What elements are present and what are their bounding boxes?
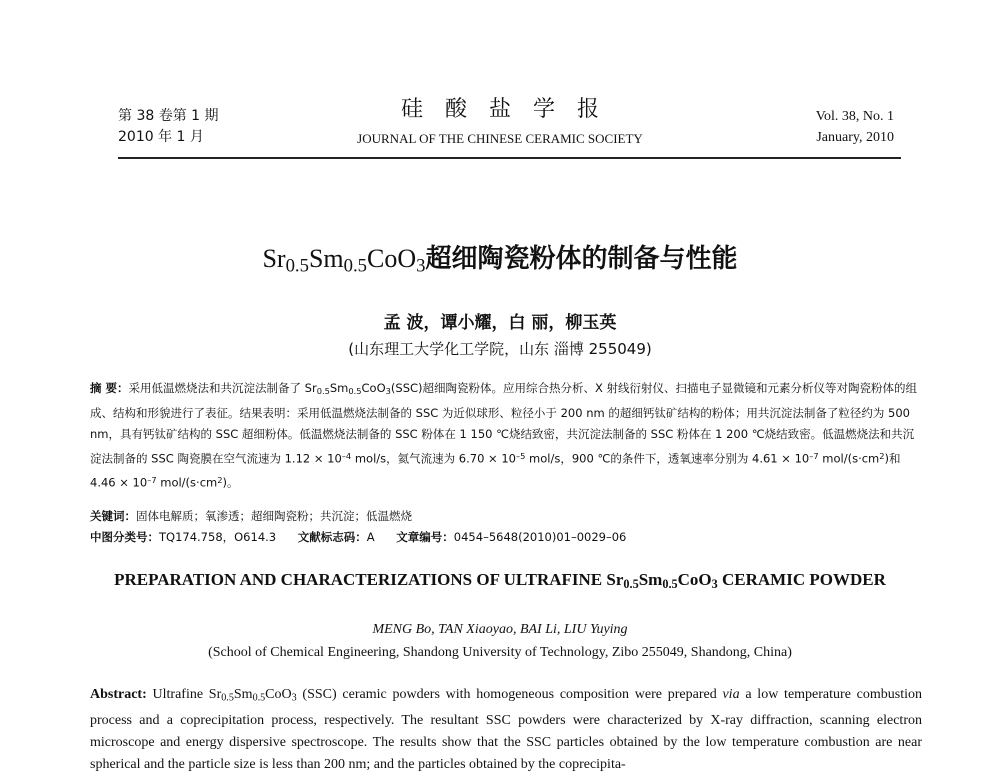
- abstract-en-text: Ultrafine Sr: [146, 687, 222, 702]
- abstract-label-cn: 摘 要：: [90, 381, 129, 395]
- abstract-text: mol/s，900 ℃的条件下，透氧速率分别为 4.61 × 10: [525, 451, 810, 466]
- journal-title-cn: 硅酸盐学报: [400, 97, 621, 122]
- title-en-sub: 0.5: [623, 577, 639, 592]
- header-rule: [118, 157, 901, 159]
- abstract-text: (SSC)超细陶瓷粉体。应用综合热分析、X 射线衍射仪、扫描电子显微镜和元素分析仪等对陶瓷粉体的组成、结构和形貌进行了表征。结果表明：采用低温燃烧法制备的 SSC 为近似球形、粒径小于 200 nm 的超细钙钛矿结构的粉体；用共沉淀法制备了粒径约为 500 nm，具有钙钛矿结构的 SSC 超细粉体。低温燃烧法制备的 SSC 粉体在 1 150 ℃烧结致密，共沉淀法制备的 SSC 粉体在 1 200 ℃烧结致密。低温燃烧法和共沉淀法制备的 SSC 陶瓷膜在空气流速为 1.12 × 10: [90, 381, 918, 466]
- issue-date-cn: 2010 年 1 月: [118, 129, 204, 145]
- abstract-sup: –7: [809, 450, 819, 461]
- abstract-sup: –4: [341, 450, 352, 461]
- doc-code-label: 文献标志码：: [297, 530, 367, 544]
- clc-text: TQ174.758，O614.3: [159, 530, 277, 544]
- abstract-text: Sm: [329, 381, 349, 395]
- issue-volume-en: Vol. 38, No. 1: [815, 109, 894, 124]
- abstract-text: mol/s，氦气流速为 6.70 × 10: [351, 451, 516, 466]
- paper-title-en: [0, 570, 1000, 592]
- abstract-text: mol/(s·cm: [818, 451, 880, 466]
- abstract-text: )和 4.46 × 10: [90, 451, 901, 490]
- abstract-en-text: (SSC) ceramic powders with homogeneous composition were prepared: [296, 687, 723, 702]
- issue-info-en: [816, 106, 894, 148]
- title-formula-part: CoO: [367, 244, 417, 273]
- clc-label: 中图分类号：: [90, 530, 159, 544]
- abstract-en: [90, 684, 922, 776]
- abstract-en-sub: 0.5: [221, 692, 234, 704]
- classification-line: [90, 527, 920, 548]
- title-text-cn: 超细陶瓷粉体的制备与性能: [425, 244, 738, 274]
- abstract-sup: –7: [147, 474, 157, 485]
- affiliation-en: (School of Chemical Engineering, Shandong University of Technology, Zibo 255049, Shandong, China): [208, 645, 792, 660]
- abstract-sup: 2: [217, 474, 223, 485]
- keywords-line: [90, 506, 920, 527]
- title-en-text: Sm: [638, 570, 663, 589]
- title-formula-sub: 0.5: [343, 255, 368, 277]
- abstract-text: 采用低温燃烧法和共沉淀法制备了 Sr: [128, 381, 317, 395]
- abstract-text: mol/(s·cm: [156, 475, 218, 490]
- abstract-sub: 0.5: [348, 386, 362, 397]
- abstract-sub: 0.5: [316, 386, 330, 397]
- title-en-sub: 3: [711, 577, 718, 592]
- issue-date-en: January, 2010: [816, 130, 894, 145]
- abstract-en-sub: 3: [291, 692, 297, 704]
- title-en-text: CERAMIC POWDER: [717, 570, 886, 589]
- abstract-en-text: Sm: [233, 687, 253, 702]
- authors-en: MENG Bo, TAN Xiaoyao, BAI Li, LIU Yuying: [372, 622, 628, 637]
- paper-title-cn: [0, 238, 1000, 278]
- authors-cn: 孟 波，谭小耀，白 丽，柳玉英: [383, 313, 617, 333]
- abstract-sub: 3: [385, 386, 391, 397]
- keywords-text: 固体电解质；氧渗透；超细陶瓷粉；共沉淀；低温燃烧: [136, 509, 412, 523]
- doc-code-text: A: [366, 530, 375, 544]
- abstract-text: )。: [222, 475, 239, 490]
- title-en-text: CoO: [677, 570, 712, 589]
- abstract-en-sub: 0.5: [252, 692, 266, 704]
- affiliation-cn: (山东理工大学化工学院，山东 淄博 255049): [348, 340, 652, 358]
- title-formula-part: Sm: [308, 244, 344, 273]
- abstract-sup: –5: [515, 450, 526, 461]
- keywords-block: [90, 506, 920, 548]
- keywords-label: 关键词：: [90, 509, 136, 523]
- abstract-sup: 2: [879, 450, 885, 461]
- title-en-sub: 0.5: [662, 577, 678, 592]
- title-en-text: PREPARATION AND CHARACTERIZATIONS OF ULTRAFINE Sr: [114, 570, 624, 589]
- abstract-en-text: a low temperature combustion process and a coprecipitation process, respectively. The resultant SSC powders were characterized by X-ray diffraction, scanning electron microscope and energy dispersive spectroscope. The results show that the SSC particles obtained by the low temperature combustion are near spherical and the particle size is less than 200 nm; and the particles obtained by the coprecipita-: [90, 687, 922, 772]
- journal-title-en: JOURNAL OF THE CHINESE CERAMIC SOCIETY: [357, 131, 643, 146]
- title-formula-sub: 0.5: [285, 255, 309, 277]
- abstract-label-en: Abstract:: [90, 687, 147, 702]
- abstract-en-text: CoO: [265, 687, 292, 702]
- abstract-en-italic: via: [722, 687, 740, 702]
- issue-volume-cn: 第 38 卷第 1 期: [118, 108, 219, 124]
- title-formula-sub: 3: [416, 255, 426, 277]
- abstract-text: CoO: [361, 381, 386, 395]
- abstract-cn: [90, 378, 920, 494]
- title-formula-part: Sr: [262, 244, 286, 273]
- article-no-text: 0454–5648(2010)01–0029–06: [453, 530, 627, 544]
- article-no-label: 文章编号：: [396, 530, 454, 544]
